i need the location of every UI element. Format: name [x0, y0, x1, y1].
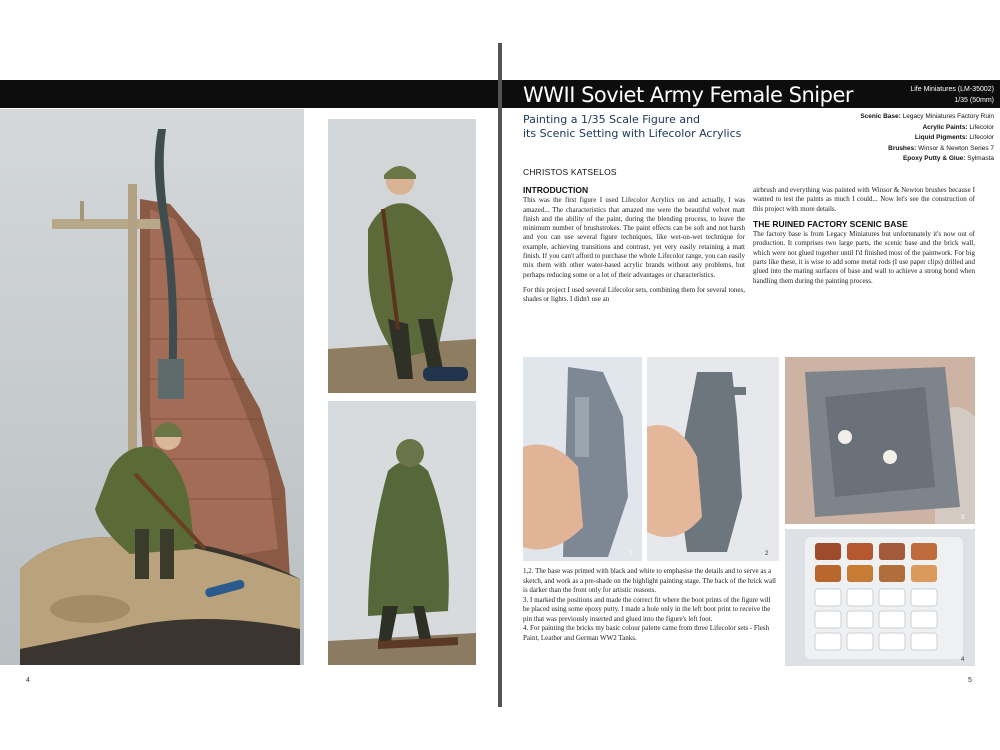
spec-row: Epoxy Putty & Glue: Sylmasta	[902, 155, 994, 162]
step-photo-3	[785, 357, 975, 524]
col2-paragraph-1: airbrush and everything was painted with Winsor & Newton brushes because I wanted to test the paints as much I could... Now let's see the construction of this project with more details.	[753, 186, 975, 213]
spec-row: Scenic Base: Legacy Miniatures Factory Ruin	[860, 113, 994, 120]
caption-3: 4. For painting the bricks my basic colour palette came from three Lifecolor sets - Flesh Paint, Leather and German WW2 Tanks.	[523, 624, 770, 642]
text-column-2	[753, 186, 975, 292]
author-byline: CHRISTOS KATSELOS	[523, 167, 617, 177]
text-column-1	[523, 186, 745, 311]
photo-number: 3	[961, 515, 965, 521]
magazine-spread	[0, 43, 1000, 707]
title-band-left	[0, 80, 498, 108]
photo-captions	[523, 567, 778, 643]
step-photo-1	[523, 357, 642, 561]
article-title: WWII Soviet Army Female Sniper	[523, 83, 854, 107]
intro-paragraph-2: For this project I used several Lifecolor sets, combining them for several tones, shades or lights. I didn't use an	[523, 285, 745, 304]
caption-2: 3. I marked the positions and made the correct fit where the boot prints of the figure will be placed using some epoxy putty. I made a hole only in the left boot print to receive the pin that was previously inserted and glued into the figure's left foot.	[523, 595, 771, 623]
subtitle-line-2: its Scenic Setting with Lifecolor Acrylics	[523, 127, 742, 140]
kit-info	[910, 84, 994, 106]
photo-number: 4	[961, 657, 965, 663]
ruin-paragraph: The factory base is from Legacy Miniatures but unfortunately it's now out of production. It comprises two large parts, the scenic base and the brick wall, which were not glued together until I'd finished most of the paintwork. For big parts like these, it is wise to add some metal rods (I use paper clips) drilled and glued into the mating surfaces of base and wall to achieve a strong bond when handling them during the painting process.	[753, 230, 975, 285]
ruin-heading: THE RUINED FACTORY SCENIC BASE	[753, 218, 908, 229]
caption-1: 1,2. The base was primed with black and white to emphasise the details and to serve as a sketch, and work as a pre-shade on the highlight painting stage. The back of the brick wall is darker than the front only for artistic reasons.	[523, 567, 776, 594]
diorama-main-photo	[0, 109, 304, 665]
spec-row: Brushes: Winsor & Newton Series 7	[888, 144, 994, 152]
left-page	[0, 43, 498, 707]
right-page	[502, 43, 1000, 707]
step-photo-4	[785, 529, 975, 666]
right-page-number: 5	[968, 677, 972, 684]
photo-number: 2	[765, 551, 769, 557]
kit-line-1: Life Miniatures (LM-35002)	[910, 86, 994, 93]
spec-row: Liquid Pigments: Lifecolor	[914, 134, 994, 141]
materials-list	[774, 112, 994, 165]
figure-front-photo	[328, 119, 476, 393]
left-page-number: 4	[26, 677, 30, 684]
photo-number: 1	[629, 551, 633, 557]
figure-back-photo	[328, 401, 476, 665]
spec-row: Acrylic Paints: Lifecolor	[922, 123, 994, 131]
kit-line-2: 1/35 (50mm)	[954, 97, 994, 104]
intro-paragraph-1: This was the first figure I used Lifecolor Acrylics on and actually, I was amazed... The characteristics that amazed me were the beautiful velvet matt finish and the ability of the paint, during the blending process, to leave the minimum number of brushstrokes. The paint effects can be soft and not harsh and you can use several figure techniques, like wet-on-wet technique for example, achieving transitions and contrast, yet very easily retaining a matt finish. If you can't afford to purchase the whole Lifecolor range, you can easily mix them with other water-based acrylic brands without any problems, but perhaps reducing some or a lot of their advantages or characteristics.	[523, 196, 745, 279]
subtitle-line-1: Painting a 1/35 Scale Figure and	[523, 113, 701, 126]
intro-heading: INTRODUCTION	[523, 185, 589, 195]
step-photo-2	[647, 357, 779, 561]
article-subtitle	[523, 113, 763, 141]
